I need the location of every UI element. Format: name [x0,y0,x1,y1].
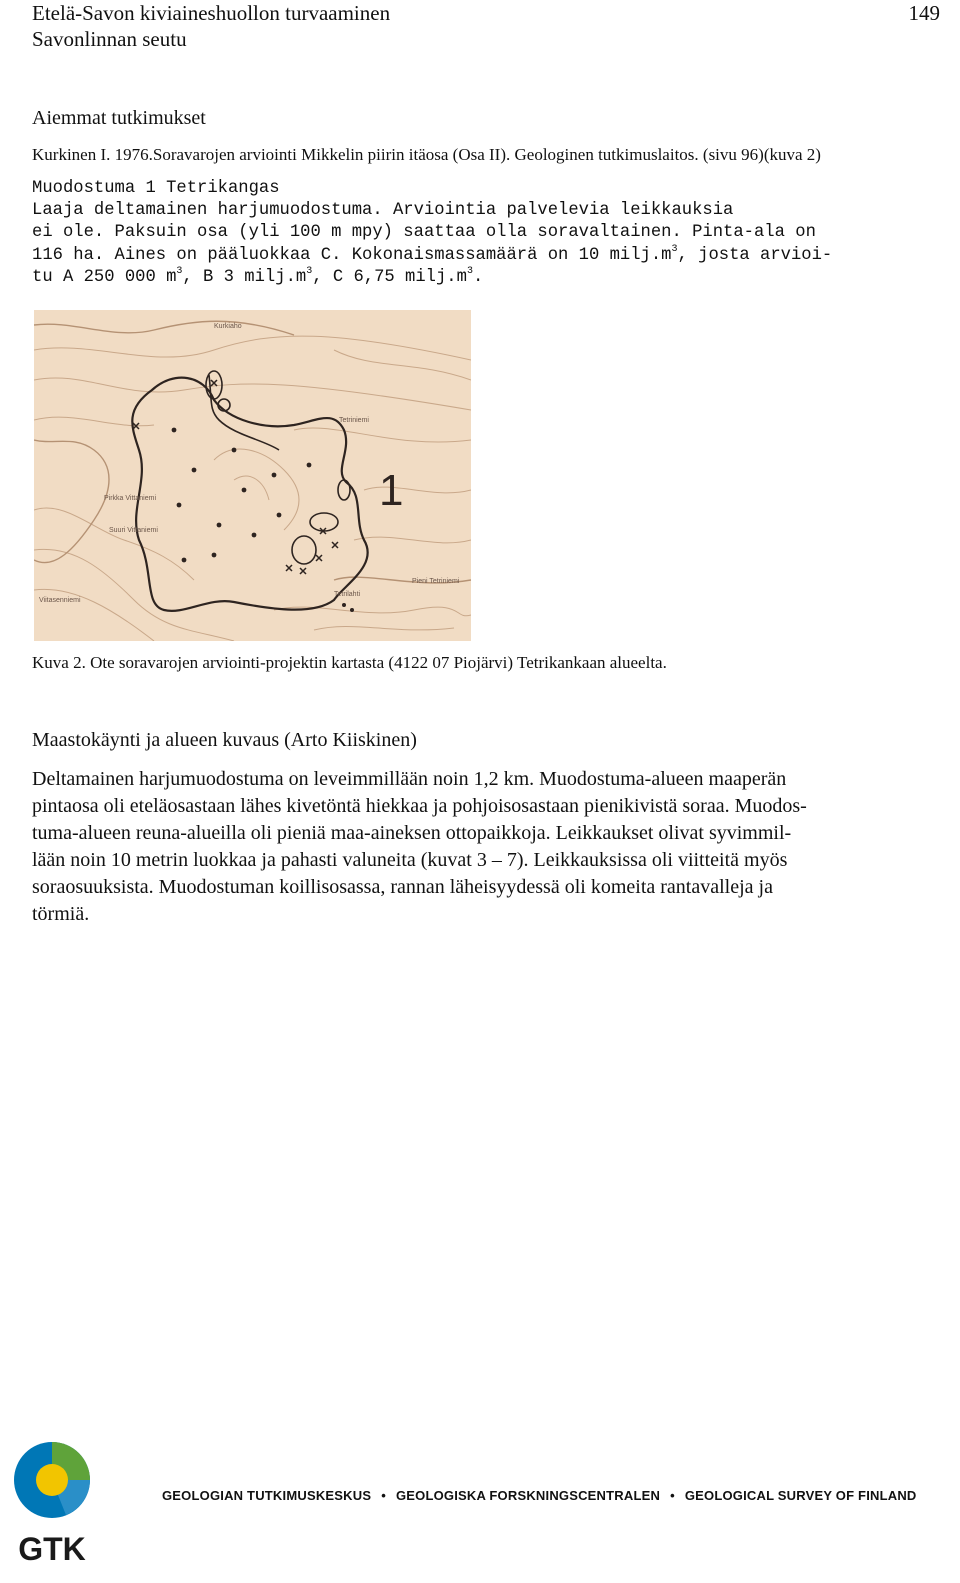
formation-line2: Laaja deltamainen harjumuodostuma. Arviointia palvelevia leikkauksia [32,201,734,221]
paragraph-line: soraosuuksista. Muodostuman koillisosassa, rannan läheisyydessä oli komeita rantavalleja ja [32,876,773,898]
figure-caption: Kuva 2. Ote soravarojen arviointi-projektin kartasta (4122 07 Piojärvi) Tetrikankaan alueelta. [32,653,667,672]
formation-line5d: . [472,267,484,287]
footer-org-sv: GEOLOGISKA FORSKNINGSCENTRALEN [395,1488,661,1503]
superscript: 3 [306,265,313,277]
paragraph-line: pintaosa oli eteläosastaan lähes kivetöntä hiekkaa ja pohjoisosastaan pienikivistä soraa. Muodos- [32,795,807,817]
map-paper [34,310,471,641]
paragraph-line: tuma-alueen reuna-alueilla oli pieniä maa-aineksen ottopaikkoja. Leikkaukset olivat syvimmil- [32,822,792,844]
map-label-pieni: Pieni Tetriniemi [412,578,460,585]
paragraph-line: törmiä. [32,903,90,925]
paragraph-line: lään noin 10 metrin luokkaa ja pahasti valuneita (kuvat 3 – 7). Leikkauksissa oli viitteitä myös [32,849,788,871]
footer-org-fi: GEOLOGIAN TUTKIMUSKESKUS [162,1488,372,1503]
superscript: 3 [466,265,473,277]
superscript: 3 [671,243,678,255]
superscript: 3 [176,265,183,277]
bullet-icon: • [381,1488,386,1503]
formation-line1: Muodostuma 1 Tetrikangas [32,179,280,198]
fieldwork-paragraph [32,766,922,928]
reference-citation: Kurkinen I. 1976.Soravarojen arviointi Mikkelin piirin itäosa (Osa II). Geologinen tutkimuslaitos. (sivu 96)(kuva 2) [32,145,821,164]
page-number: 149 [908,1,940,25]
gtk-logo-text: GTK [18,1531,86,1567]
formation-line5a: tu A 250 000 m [32,267,177,287]
running-header [32,0,390,52]
footer-organization-names [162,1488,917,1503]
footer-org-en: GEOLOGICAL SURVEY OF FINLAND [684,1488,917,1503]
map-label-kurkiaho: Kurkiaho [214,323,242,330]
formation-line3: ei ole. Paksuin osa (yli 100 m mpy) saattaa olla soravaltainen. Pinta-ala on [32,223,816,243]
formation-line4b: , josta arvioi- [677,245,833,265]
map-figure [34,310,471,641]
bullet-icon: • [670,1488,675,1503]
map-label-tetriniemi: Tetriniemi [339,417,369,424]
map-formation-number: 1 [379,466,404,515]
gtk-logo [10,1440,94,1568]
header-title-line2: Savonlinnan seutu [32,27,187,51]
formation-line5c: , C 6,75 milj.m [312,267,467,287]
map-label-piippu: Pirkka Vittaniemi [104,495,157,502]
header-title-line1: Etelä-Savon kiviaineshuollon turvaaminen [32,1,391,25]
formation-description [32,178,942,289]
map-label-suuri: Suuri Vittaniemi [109,527,158,534]
map-label-viitasen: Viitasenniemi [39,597,81,604]
formation-line5b: , B 3 milj.m [182,267,307,287]
section-heading-previous-studies: Aiemmat tutkimukset [32,107,206,129]
map-label-tetrilahti: Tetrilahti [334,591,361,598]
section-heading-fieldwork: Maastokäynti ja alueen kuvaus (Arto Kiiskinen) [32,729,417,751]
formation-line4a: 116 ha. Aines on pääluokkaa C. Kokonaismassamäärä on 10 milj.m [32,245,672,265]
paragraph-line: Deltamainen harjumuodostuma on leveimmillään noin 1,2 km. Muodostuma-alueen maaperän [32,768,787,790]
